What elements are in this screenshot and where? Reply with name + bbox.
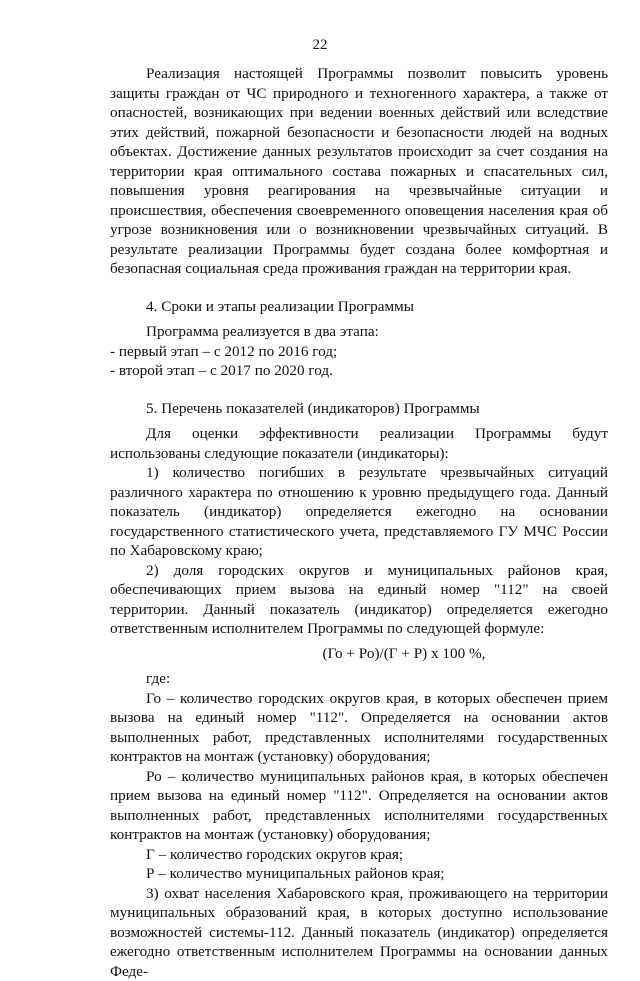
definition-go: Го – количество городских округов края, в которых обеспечен прием вызова на единый номер "112". Определяется на основании актов выполненных работ, представленных исполнителями государственных контрактов на монтаж (установку) оборудования; (110, 689, 608, 767)
indicator-3: 3) охват населения Хабаровского края, проживающего на территории муниципальных образований края, в которых доступно использование возможностей системы-112. Данный показатель (индикатор) определяется ежегодно ответственным исполнителем Программы на основании данных Феде- (110, 884, 608, 981)
section-5-lead: Для оценки эффективности реализации Программы будут использованы следующие показатели (индикаторы): (110, 424, 608, 463)
section-4-lead: Программа реализуется в два этапа: (110, 322, 608, 342)
formula: (Го + Ро)/(Г + Р) х 100 %, (110, 644, 608, 664)
definition-r: Р – количество муниципальных районов края; (110, 864, 608, 884)
indicator-1: 1) количество погибших в результате чрезвычайных ситуаций различного характера по отношению к уровню предыдущего года. Данный показатель (индикатор) определяется ежегодно на основании государственного статистического учета, представляемого ГУ МЧС России по Хабаровскому краю; (110, 463, 608, 561)
page-number: 22 (0, 36, 640, 54)
definition-g: Г – количество городских округов края; (110, 845, 608, 865)
definition-ro: Ро – количество муниципальных районов края, в которых обеспечен прием вызова на единый номер "112". Определяется на основании актов выполненных работ, представленных исполнителями государственных контрактов на монтаж (установку) оборудования; (110, 767, 608, 845)
indicator-2: 2) доля городских округов и муниципальных районов края, обеспечивающих прием вызова на единый номер "112" на своей территории. Данный показатель (индикатор) определяется ежегодно ответственным исполнителем Программы по следующей формуле: (110, 561, 608, 639)
section-4-heading: 4. Сроки и этапы реализации Программы (110, 297, 608, 317)
stage-1-item: - первый этап – с 2012 по 2016 год; (110, 342, 608, 362)
stage-2-item: - второй этап – с 2017 по 2020 год. (110, 361, 608, 381)
intro-paragraph: Реализация настоящей Программы позволит повысить уровень защиты граждан от ЧС природного и техногенного характера, а также от опасностей, возникающих при ведении военных действий или вследствие этих действий, пожарной безопасности и безопасности людей на водных объектах. Достижение данных результатов происходит за счет создания на территории края оптимального состава пожарных и спасательных сил, повышения уровня реагирования на чрезвычайные ситуации и происшествия, обеспечения своевременного оповещения населения края об угрозе возникновения или о возникновении чрезвычайных ситуаций. В результате реализации Программы будет создана более комфортная и безопасная социальная среда проживания граждан на территории края. (110, 64, 608, 279)
where-label: где: (110, 669, 608, 689)
section-5-heading: 5. Перечень показателей (индикаторов) Программы (110, 399, 608, 419)
page-content (110, 64, 608, 981)
